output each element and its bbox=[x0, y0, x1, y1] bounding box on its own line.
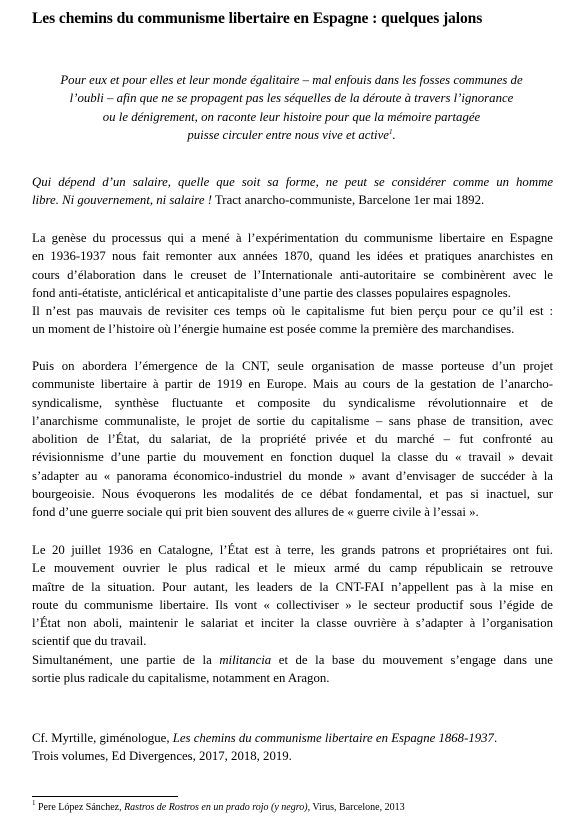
paragraph-line: syndicalisme, synthèse fluctuante et composite du syndicalisme révolutionnaire et de bbox=[32, 395, 553, 410]
footnote: $^1$ Pere López Sánchez, Rastros de Rostros en un prado rojo (y negro), Virus, Barcelone, 2013 bbox=[32, 799, 405, 813]
epigraph-line: l’oubli – afin que ne se propagent pas les séquelles de la déroute à travers l’ignorance bbox=[69, 91, 514, 106]
paragraph-line: fond anti-étatiste, anticlérical et anticapitaliste d’une partie des classes populaires espagnoles. bbox=[32, 285, 511, 300]
document-title: Les chemins du communisme libertaire en Espagne : quelques jalons bbox=[32, 10, 483, 27]
paragraph-line: en 1936-1937 nous fait remonter aux années 1870, quand les idées et pratiques anarchistes en bbox=[32, 249, 553, 264]
epigraph-line: ou le dénigrement, on raconte leur histoire pour que la mémoire partagée bbox=[102, 109, 481, 124]
paragraph-line: l’État non aboli, maintenir le salariat et inciter la classe ouvrière à s’adapter à l’organisation bbox=[32, 616, 553, 631]
book-title: Les chemins du communisme libertaire en Espagne 1868-1937 bbox=[172, 731, 494, 745]
paragraph-line: révisionnisme d’une partie du mouvement en fonction duquel la classe du « travail » devait bbox=[32, 450, 553, 465]
footnote-ref[interactable]: 1 bbox=[388, 127, 393, 136]
paragraph-line: maître de la situation. Pour autant, les leaders de la CNT-FAI n’appellent pas à la mise en bbox=[32, 579, 553, 594]
footnote-book-title: Rastros de Rostros en un prado rojo (y negro) bbox=[124, 802, 308, 813]
paragraph-line: Puis on abordera l’émergence de la CNT, seule organisation de masse porteuse d’un projet bbox=[32, 359, 553, 373]
quote-paragraph bbox=[32, 173, 553, 210]
paragraph-line: l’anarchisme communaliste, le projet de sortie du capitalisme – sans phase de transition, avec bbox=[32, 413, 553, 428]
epigraph-line-last bbox=[30, 126, 553, 144]
footnote-number: 1 bbox=[32, 799, 36, 807]
reference-line: Cf. Myrtille, giménologue, Les chemins du communisme libertaire en Espagne 1868-1937. bbox=[32, 731, 498, 745]
quote-italic: libre. Ni gouvernement, ni salaire ! bbox=[32, 193, 212, 208]
paragraph-line: cours d’élaboration dans le creuset de l’Internationale anti-autoritaire se combinèrent avec le bbox=[32, 267, 553, 282]
paragraph-line: un moment de l’histoire où l’énergie humaine est posée comme la première des marchandises. bbox=[32, 322, 515, 337]
paragraph-line: scientif que du travail. bbox=[32, 634, 147, 649]
book-reference bbox=[32, 729, 553, 766]
paragraph-militancia bbox=[32, 651, 553, 688]
quote-last-line bbox=[32, 191, 553, 209]
paragraph-genese bbox=[32, 229, 553, 339]
paragraph-line: Le mouvement ouvrier le plus radical et le mieux armé du camp républicain se retrouve bbox=[32, 561, 553, 576]
epigraph-line: puisse circuler entre nous vive et active bbox=[187, 127, 389, 142]
paragraph-line: La genèse du processus qui a mené à l’expérimentation du communisme libertaire en Espagne bbox=[32, 231, 553, 245]
paragraph-line: communiste libertaire à partir de 1919 en Europe. Mais au cours de la gestation de l’anarcho- bbox=[32, 377, 553, 392]
reference-line: Trois volumes, Ed Divergences, 2017, 2018, 2019. bbox=[32, 749, 292, 764]
paragraph-line: Il n’est pas mauvais de revisiter ces temps où le capitalisme fut bien perçu pour ce qu’il est : bbox=[32, 304, 553, 319]
paragraph-line: Le 20 juillet 1936 en Catalogne, l’État est à terre, les grands patrons et propriétaires ont fui. bbox=[32, 543, 553, 557]
paragraph-line: s’adapter au « panorama économico-industriel du monde » avant d’envisager de succéder à la bbox=[32, 468, 553, 483]
paragraph-line: bourgeoisie. Nous évoquerons les modalités de ce débat fondamental, et pas si inactuel, sur bbox=[32, 487, 553, 502]
militancia-term: militancia bbox=[219, 653, 272, 667]
footnote-divider bbox=[32, 796, 178, 797]
paragraph-juillet-1936 bbox=[32, 541, 553, 651]
paragraph-line: abolition de l’État, du salariat, de la propriété privée et du marché – fut confronté au bbox=[32, 432, 553, 447]
epigraph-end: . bbox=[392, 127, 396, 142]
epigraph bbox=[30, 71, 553, 144]
paragraph-line: fond d’une guerre sociale qui prit bien souvent des allures de « guerre civile à l’essai ». bbox=[32, 505, 479, 520]
paragraph-cnt bbox=[32, 357, 553, 522]
paragraph-line: Simultanément, une partie de la militancia et de la base du mouvement s’engage dans une bbox=[32, 653, 553, 667]
quote-italic-line: Qui dépend d’un salaire, quelle que soit sa forme, ne peut se considérer comme un homme bbox=[32, 175, 553, 189]
paragraph-line: route du communisme libertaire. Ils vont « collectiviser » le secteur productif sous l’égide de bbox=[32, 597, 553, 612]
epigraph-line: Pour eux et pour elles et leur monde égalitaire – mal enfouis dans les fosses communes de bbox=[60, 73, 523, 87]
paragraph-line: sortie plus radicale du capitalisme, notamment en Aragon. bbox=[32, 671, 330, 686]
quote-source: Tract anarcho-communiste, Barcelone 1er mai 1892. bbox=[211, 193, 485, 208]
